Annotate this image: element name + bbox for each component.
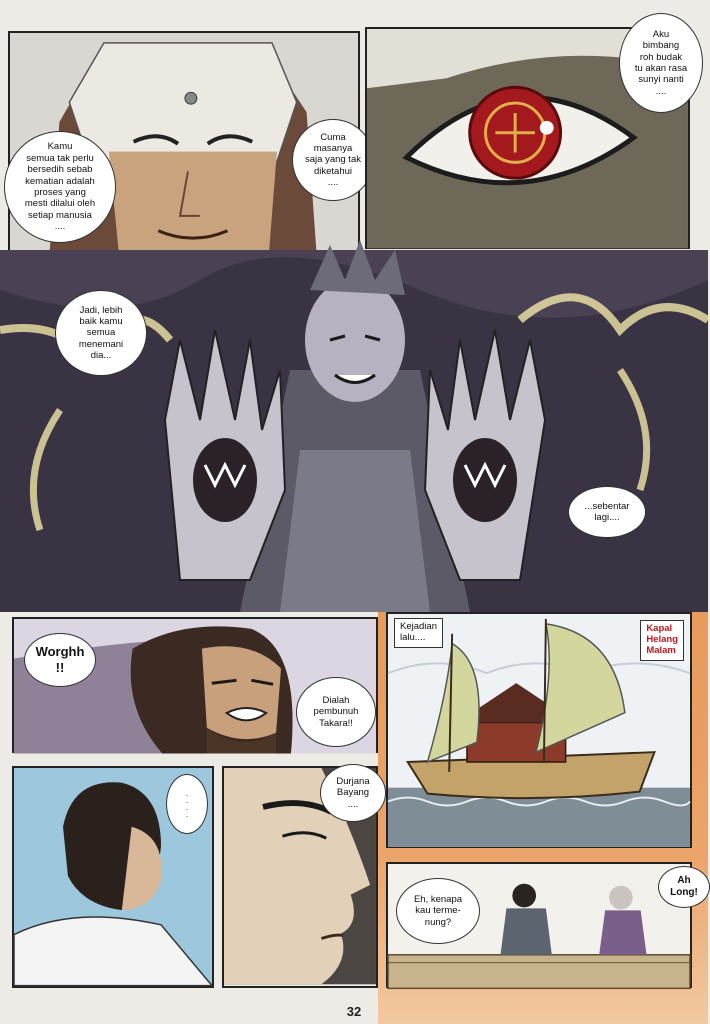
page-number: 32 <box>346 1004 362 1019</box>
speech-bubble-right: Cuma masanya saja yang tak diketahui .... <box>292 119 374 201</box>
speech-bubble: Aku bimbang roh budak tu akan rasa sunyi nanti .... <box>619 13 703 113</box>
panel-2-eye-closeup <box>365 27 690 249</box>
silent-bubble: . . . . <box>166 774 208 834</box>
panel-8-two-characters <box>386 862 698 988</box>
panel-1-white-haired-villain <box>8 31 360 253</box>
narration-caption: Kejadian lalu.... <box>394 618 443 648</box>
speech-bubble-left: Eh, kenapa kau terme- nung? <box>396 878 480 944</box>
panel-4-long-haired-man <box>12 617 378 753</box>
speech-bubble: Durjana Bayang .... <box>320 764 386 822</box>
speech-bubble-right: ...sebentar lagi.... <box>568 486 646 538</box>
panel-7-face-profile <box>222 766 378 988</box>
speech-bubble: Dialah pembunuh Takara!! <box>296 677 376 747</box>
speech-bubble-left: Kamu semua tak perlu bersedih sebab kematian adalah proses yang mesti dilalui oleh setiap manusia .... <box>4 131 116 243</box>
speech-bubble-left: Jadi, lebih baik kamu semua menemani dia... <box>55 290 147 376</box>
speech-bubble-right: Ah Long! <box>658 866 710 908</box>
shout-bubble: Worghh !! <box>24 633 96 687</box>
panel-3-villain-summoning <box>0 250 708 612</box>
panel-6-man-from-behind <box>12 766 214 988</box>
ship-name-caption: Kapal Helang Malam <box>640 620 684 661</box>
panel-5-ship <box>386 612 692 848</box>
